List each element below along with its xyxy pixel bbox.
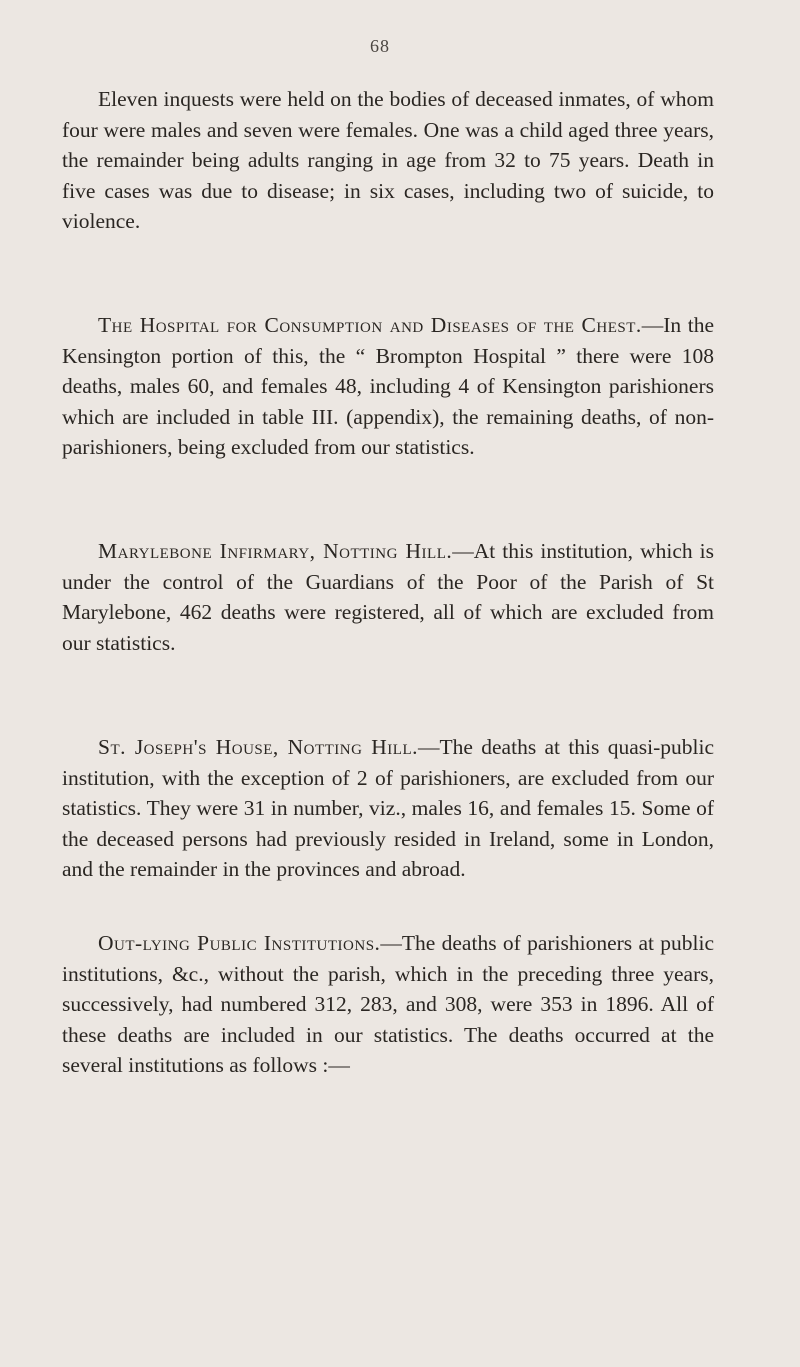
paragraph-text: —At this institution, which is under the control of the Guardians of the Poor of the Parish of St Marylebone, 462 deaths were registered, all of which are excluded from our statistics. [62, 539, 715, 655]
page-number: 68 [370, 36, 390, 56]
paragraph-heading: Marylebone Infirmary, Notting Hill. [98, 539, 453, 563]
paragraph-text: —The deaths of parishioners at public institutions, &c., without the parish, which in the preceding three years, successively, had numbered 312, 283, and 308, were 353 in 1896. All of these deaths are included in our statistics. The deaths occurred at the several institutions as follows :— [62, 931, 714, 1077]
paragraph-body [62, 310, 714, 463]
paragraph-body [62, 732, 714, 885]
paragraph-text: Eleven inquests were held on the bodies of deceased inmates, of whom four were males and seven were females. One was a child aged three years, the remainder being adults ranging in age from 32 to 75 years. Death in five cases was due to disease; in six cases, including two of suicide, to violence. [62, 87, 714, 233]
paragraph-heading: The Hospital for Consumption and Diseases of the Chest. [98, 313, 642, 337]
paragraph-inquests [62, 84, 714, 237]
paragraph-text: —In the Kensington portion of this, the “ Brompton Hospital ” there were 108 deaths, males 60, and females 48, including 4 of Kensington parishioners which are included in table III. (appendix), the remaining deaths, of non-parishioners, being excluded from our statistics. [62, 313, 714, 459]
paragraph-heading: Out-lying Public Institutions. [98, 931, 381, 955]
paragraph-outlying-institutions [62, 928, 714, 1081]
paragraph-consumption-hospital [62, 310, 714, 463]
paragraph-body [62, 536, 714, 658]
paragraph-body [62, 928, 714, 1081]
paragraph-st-josephs-house [62, 732, 714, 885]
paragraph-marylebone-infirmary [62, 536, 714, 658]
paragraph-heading: St. Joseph's House, Notting Hill. [98, 735, 419, 759]
paragraph-text: —The deaths at this quasi-public institution, with the exception of 2 of parishioners, are excluded from our statistics. They were 31 in number, viz., males 16, and females 15. Some of the deceased persons had previously resided in Ireland, some in London, and the remainder in the provinces and abroad. [62, 735, 715, 881]
